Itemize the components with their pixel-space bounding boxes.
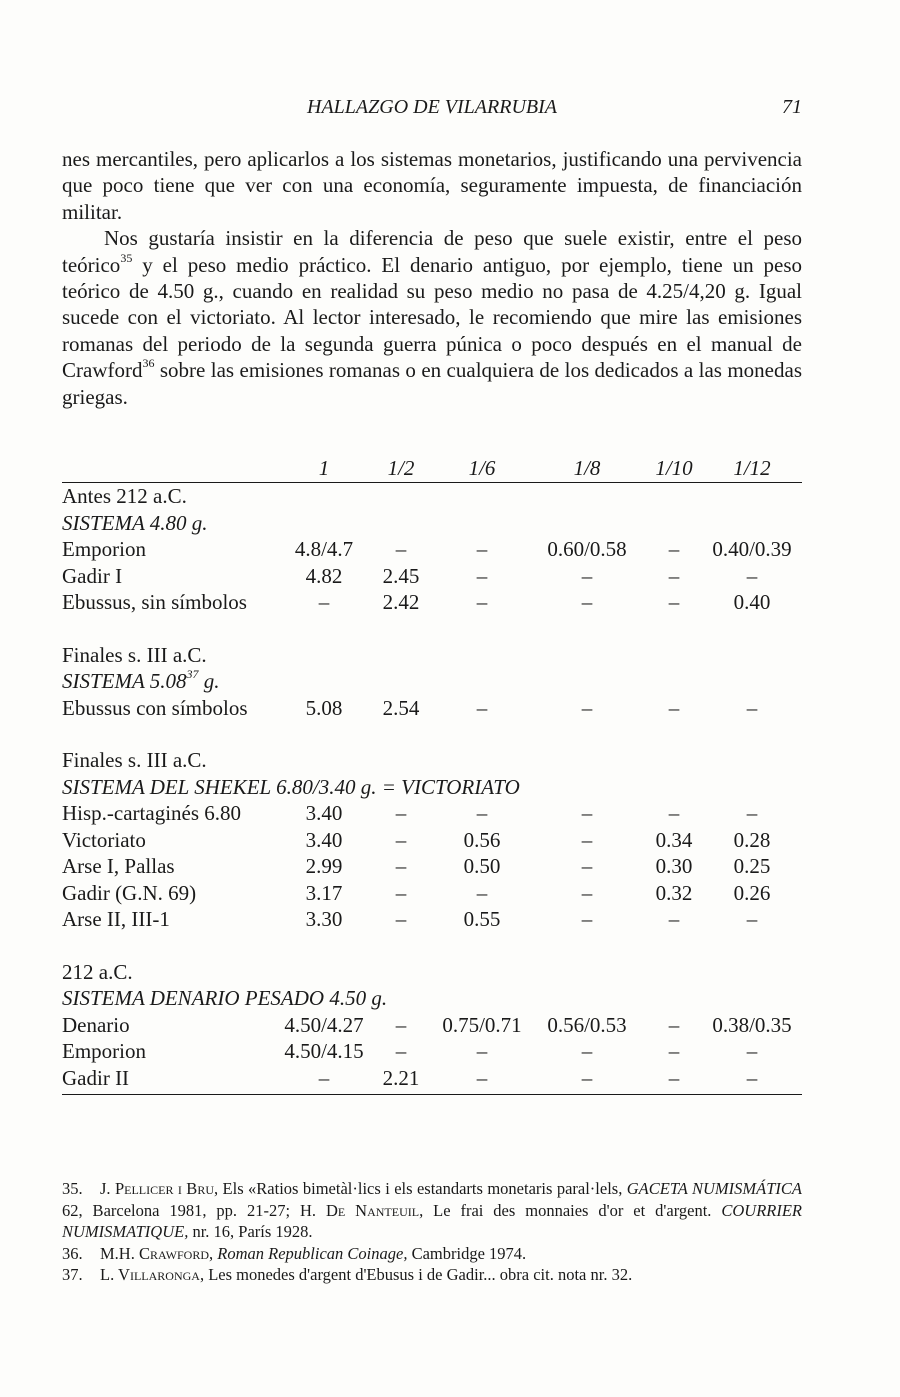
footnote-text: nr. 16, París 1928. <box>188 1222 313 1241</box>
table-cell: 2.42 <box>382 590 420 614</box>
table-cell: – <box>581 563 593 588</box>
table-cell: 0.32 <box>655 880 693 905</box>
table-cell: – <box>581 880 593 905</box>
page-number: 71 <box>782 96 802 118</box>
group-system <box>62 668 802 695</box>
system-label: SISTEMA 5.08 <box>62 669 187 693</box>
table-cell: – <box>668 1039 680 1063</box>
table-cell: 0.34 <box>655 827 693 852</box>
table-row <box>62 1065 802 1092</box>
table-cell: 2.99 <box>305 854 343 878</box>
group-period: Finales s. III a.C. <box>62 748 207 772</box>
footnote-text: , <box>209 1243 218 1263</box>
footnote-text: , Les monedes d'argent d'Ebusus i de Gadir... obra cit. nota nr. 32. <box>199 1265 633 1284</box>
paragraph-2-part-b: y el peso medio práctico. El denario antiguo, por ejemplo, tiene un peso teórico de 4.50 g., cuando en realidad su peso medio no pasa de 4.25/4,20 g. Igual sucede con el victoriato. Al lector interesado, le recomiendo que mire las emisiones romanas del periodo de la segunda guerra púnica o poco después en el manual de Crawford <box>62 252 802 383</box>
table-cell: – <box>395 1039 407 1063</box>
table-cell: 3.17 <box>305 880 343 905</box>
table-cell: – <box>581 695 593 720</box>
table-cell: 0.55 <box>463 907 501 931</box>
group-spacer <box>62 933 802 959</box>
table-cell: – <box>476 1065 488 1090</box>
table-row <box>62 827 802 854</box>
running-header <box>62 96 802 126</box>
table-row <box>62 589 802 616</box>
table-cell: 3.40 <box>305 801 343 825</box>
table-cell: – <box>476 1039 488 1063</box>
group-period: Finales s. III a.C. <box>62 642 207 667</box>
table-cell: 0.30 <box>655 854 693 878</box>
table-cell: 4.50/4.27 <box>284 1012 364 1037</box>
system-label: SISTEMA DEL SHEKEL 6.80/3.40 g. = VICTORIATO <box>62 774 520 799</box>
table-cell: 0.28 <box>733 827 771 852</box>
table-cell: – <box>318 590 330 614</box>
table-cell: 4.50/4.15 <box>284 1039 364 1063</box>
table-row <box>62 536 802 563</box>
column-header: 1/10 <box>655 456 693 480</box>
footnotes <box>62 1178 802 1286</box>
table-cell: – <box>395 801 407 825</box>
footnote-36 <box>62 1243 802 1265</box>
table-cell: – <box>476 537 488 561</box>
footnote-37 <box>62 1264 802 1286</box>
table-cell: 4.8/4.7 <box>294 537 354 561</box>
table-cell: 0.40 <box>733 590 771 614</box>
footnote-author: M.H. Crawford <box>100 1243 210 1263</box>
footnote-ref-35[interactable]: 35 <box>120 250 133 265</box>
table-cell: – <box>746 1039 758 1063</box>
table-cell: – <box>746 1065 758 1090</box>
row-label: Ebussus con símbolos <box>62 695 248 720</box>
table-cell: – <box>581 1065 593 1090</box>
footnote-journal: COURRIER NUMISMATIQUE, <box>62 1200 803 1241</box>
table-cell: 2.21 <box>382 1065 420 1090</box>
footnote-ref-37: 37 <box>186 667 199 681</box>
table-cell: – <box>746 907 758 931</box>
table-cell: 5.08 <box>305 695 343 720</box>
row-label: Arse II, III-1 <box>62 907 170 931</box>
table-cell: – <box>395 854 407 878</box>
row-label: Denario <box>62 1012 130 1037</box>
footnote-number: 37. <box>62 1265 83 1284</box>
table-cell: 0.25 <box>733 854 771 878</box>
footnote-number: 35. <box>62 1179 83 1198</box>
table-cell: – <box>395 827 407 852</box>
table-cell: 0.60/0.58 <box>547 537 627 561</box>
table-cell: 0.56 <box>463 827 501 852</box>
footnote-ref-36[interactable]: 36 <box>142 356 155 371</box>
table-row <box>62 906 802 933</box>
table-cell: – <box>746 801 758 825</box>
group-spacer <box>62 616 802 642</box>
table-cell: – <box>581 854 593 878</box>
table-cell: – <box>395 907 407 931</box>
column-header: 1/2 <box>387 456 415 480</box>
paragraph-2-part-a: Nos gustaría insistir en la diferencia de peso que suele existir, entre el peso teórico <box>62 226 802 277</box>
table-cell: – <box>476 695 488 720</box>
table-cell: – <box>395 537 407 561</box>
table-cell: – <box>668 537 680 561</box>
table-cell: – <box>581 590 593 614</box>
row-label: Gadir I <box>62 563 123 588</box>
table-cell: – <box>746 563 758 588</box>
table-cell: 2.54 <box>382 695 420 720</box>
row-label: Arse I, Pallas <box>62 854 175 878</box>
table-cell: – <box>476 590 488 614</box>
table-cell: – <box>395 1012 407 1037</box>
footnote-text: , Le frai des monnaies d'or et d'argent. <box>419 1200 722 1220</box>
footnote-text: 62, Barcelona 1981, pp. 21-27; H. <box>62 1200 326 1220</box>
table-cell: – <box>395 880 407 905</box>
table-header-row <box>62 454 802 482</box>
group-period: 212 a.C. <box>62 959 133 984</box>
table-cell: 0.56/0.53 <box>547 1012 627 1037</box>
weights-table <box>62 454 802 1095</box>
table-cell: 4.82 <box>305 563 343 588</box>
table-cell: 0.40/0.39 <box>712 537 792 561</box>
table-cell: – <box>746 695 758 720</box>
table-cell: – <box>476 801 488 825</box>
row-label: Victoriato <box>62 827 146 852</box>
body-text <box>62 146 802 410</box>
table-cell: 0.75/0.71 <box>442 1012 522 1037</box>
row-label: Hisp.-cartaginés 6.80 <box>62 801 242 825</box>
table-cell: 2.45 <box>382 563 420 588</box>
footnote-author: De Nanteuil <box>325 1200 420 1220</box>
footnote-title: Roman Republican Coinage, <box>217 1243 408 1263</box>
footnote-text: , Els «Ratios bimetàl·lics i els estandarts monetaris paral·lels, <box>213 1179 627 1198</box>
footnote-journal: GACETA NUMISMÁTICA <box>626 1179 802 1198</box>
group-spacer <box>62 721 802 747</box>
table-row <box>62 695 802 722</box>
row-label: Emporion <box>62 1039 146 1063</box>
table-cell: – <box>581 1039 593 1063</box>
table-row <box>62 853 802 880</box>
row-label: Gadir II <box>62 1065 130 1090</box>
table-row <box>62 880 802 907</box>
group-period: Antes 212 a.C. <box>62 484 187 508</box>
footnote-35 <box>62 1178 802 1243</box>
row-label: Gadir (G.N. 69) <box>62 880 197 905</box>
system-label: SISTEMA 4.80 g. <box>62 510 208 535</box>
system-unit: g. <box>198 669 220 693</box>
paragraph-1: nes mercantiles, pero aplicarlos a los sistemas monetarios, justificando una pervivencia que poco tiene que ver con una economía, seguramente impuesta, de financiación militar. <box>62 147 802 224</box>
group-system <box>62 985 802 1012</box>
paragraph-2-part-c: sobre las emisiones romanas o en cualquiera de los dedicados a las monedas griegas. <box>62 358 802 409</box>
table-cell: – <box>581 907 593 931</box>
footnote-author: J. Pellicer i Bru <box>100 1179 214 1198</box>
table-cell: – <box>581 827 593 852</box>
table-cell: – <box>581 801 593 825</box>
column-header: 1/6 <box>468 456 496 480</box>
footnote-number: 36. <box>62 1243 83 1263</box>
table-body <box>62 483 802 1091</box>
group-system <box>62 774 802 801</box>
system-label: SISTEMA DENARIO PESADO 4.50 g. <box>62 986 388 1010</box>
table-cell: – <box>668 1012 680 1037</box>
table-cell: – <box>668 907 680 931</box>
column-header: 1/8 <box>573 456 601 480</box>
footnote-text: Cambridge 1974. <box>407 1243 527 1263</box>
table-cell: 3.30 <box>305 907 343 931</box>
table-cell: – <box>668 563 680 588</box>
table-cell: – <box>668 590 680 614</box>
table-row <box>62 800 802 827</box>
table-cell: – <box>476 880 488 905</box>
table-cell: – <box>668 695 680 720</box>
table-cell: 0.50 <box>463 854 501 878</box>
table-cell: – <box>476 563 488 588</box>
table-cell: 0.38/0.35 <box>712 1012 792 1037</box>
table-row <box>62 1012 802 1039</box>
table-cell: 3.40 <box>305 827 343 852</box>
table-row <box>62 563 802 590</box>
table-cell: – <box>668 1065 680 1090</box>
table-bottom-rule <box>62 1094 802 1095</box>
table-cell: 0.26 <box>733 880 771 905</box>
paragraph-2 <box>62 225 802 410</box>
column-header: 1/12 <box>733 456 771 480</box>
table-cell: – <box>318 1065 330 1090</box>
group-system <box>62 510 802 537</box>
row-label: Emporion <box>62 537 146 561</box>
table-cell: – <box>668 801 680 825</box>
row-label: Ebussus, sin símbolos <box>62 590 247 614</box>
table-row <box>62 1038 802 1065</box>
footnote-author: L. Villaronga <box>100 1265 200 1284</box>
running-title: HALLAZGO DE VILARRUBIA <box>307 96 557 118</box>
column-header: 1 <box>318 456 330 480</box>
